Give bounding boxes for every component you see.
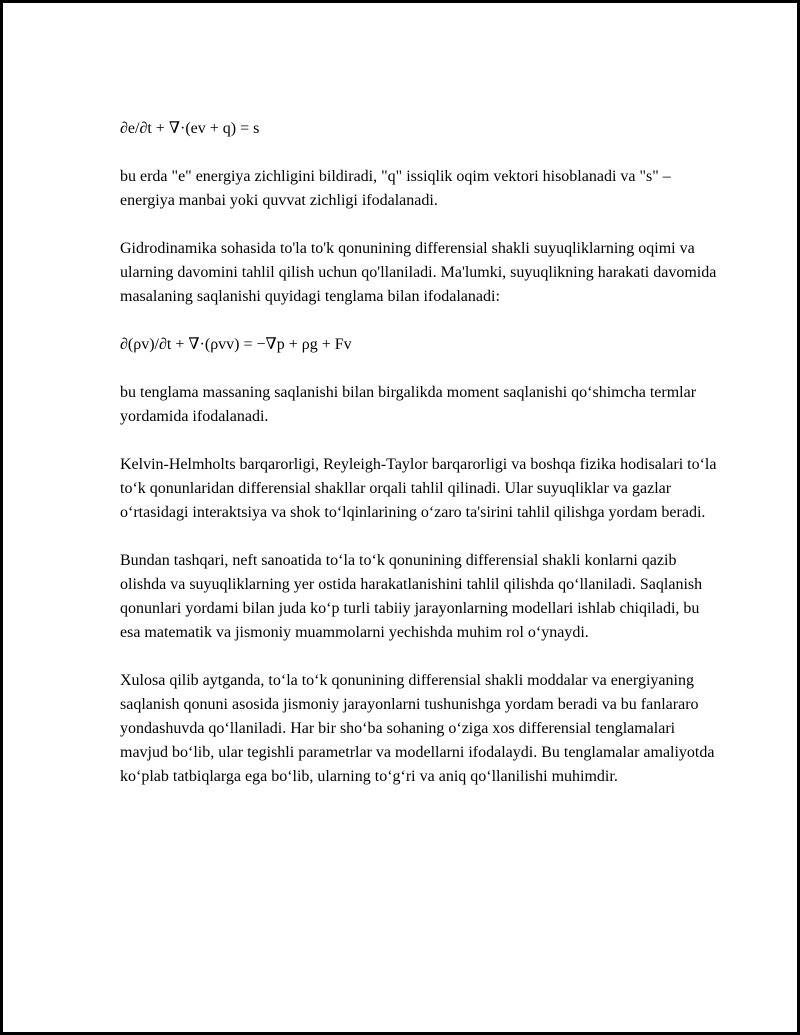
hydrodynamics-paragraph: Gidrodinamika sohasida to'la to'k qonunining differensial shakli suyuqliklarning oqimi va ularning davomini tahlil qilish uchun qo'llaniladi. Ma'lumki, suyuqlikning harakati davomida masalaning saqlanishi quyidagi tenglama bilan ifodalanadi:	[120, 240, 717, 305]
instabilities-paragraph: Kelvin-Helmholts barqarorligi, Reyleigh-Taylor barqarorligi va boshqa fizika hodisalari to‘la to‘k qonunlaridan differensial shakllar orqali tahlil qilinadi. Ular suyuqliklar va gazlar o‘rtasidagi interaktsiya va shok to‘lqinlarining o‘zaro ta'sirini tahlil qilishga yordam beradi.	[120, 456, 717, 521]
energy-explanation-paragraph: bu erda "e" energiya zichligini bildiradi, "q" issiqlik oqim vektori hisoblanadi va "s" – energiya manbai yoki quvvat zichligi ifodalanadi.	[120, 168, 671, 209]
energy-equation: ∂e/∂t + ∇·(ev + q) = s	[120, 120, 260, 137]
document-body	[120, 117, 720, 813]
conclusion-paragraph: Xulosa qilib aytganda, to‘la to‘k qonunining differensial shakli moddalar va energiyaning saqlanish qonuni asosida jismoniy jarayonlarni tushunishga yordam beradi va bu fanlararo yondashuvda qo‘llaniladi. Har bir sho‘ba sohaning o‘ziga xos differensial tenglamalari mavjud bo‘lib, ular tegishli parametrlar va modellarni ifodalaydi. Bu tenglamalar amaliyotda ko‘plab tatbiqlarga ega bo‘lib, ularning to‘g‘ri va aniq qo‘llanilishi muhimdir.	[120, 672, 715, 785]
momentum-equation: ∂(ρv)/∂t + ∇·(ρvv) = −∇p + ρg + Fv	[120, 336, 352, 353]
momentum-explanation-paragraph: bu tenglama massaning saqlanishi bilan birgalikda moment saqlanishi qo‘shimcha termlar yordamida ifodalanadi.	[120, 384, 697, 425]
oil-industry-paragraph: Bundan tashqari, neft sanoatida to‘la to‘k qonunining differensial shakli konlarni qazib olishda va suyuqliklarning yer ostida harakatlanishini tahlil qilishda qo‘llaniladi. Saqlanish qonunlari yordami bilan juda ko‘p turli tabiiy jarayonlarning modellari ishlab chiqiladi, bu esa matematik va jismoniy muammolarni yechishda muhim rol o‘ynaydi.	[120, 552, 703, 641]
